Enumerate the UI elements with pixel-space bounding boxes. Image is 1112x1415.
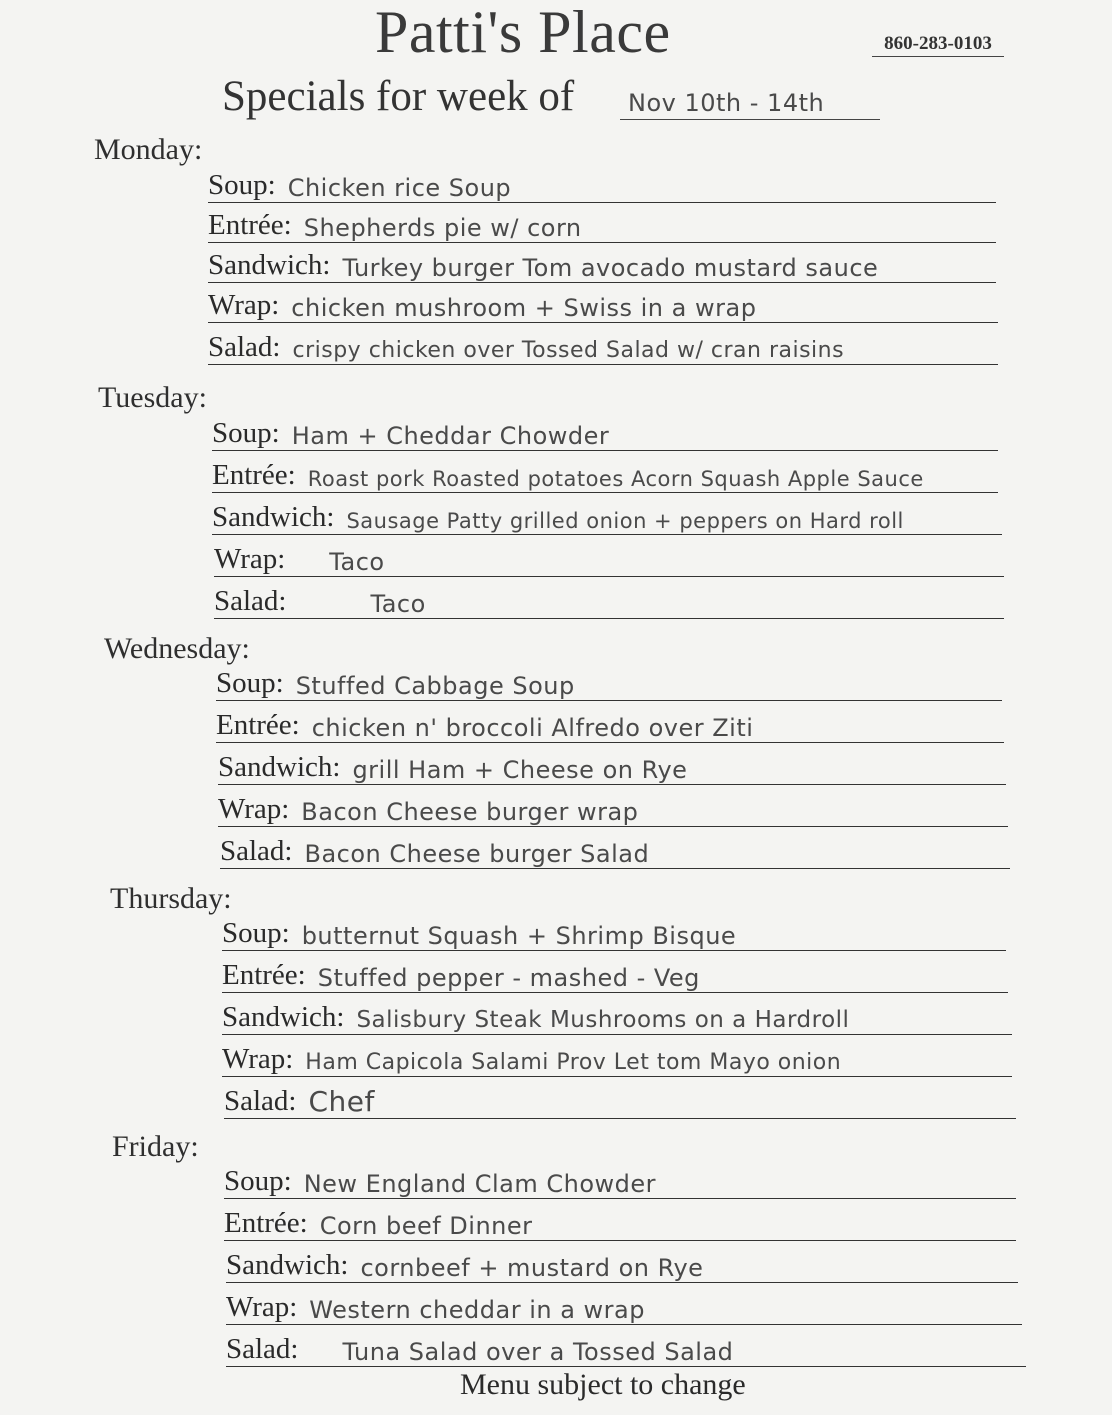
- row-value: Chicken rice Soup: [287, 174, 512, 202]
- row-value: Taco: [329, 548, 385, 576]
- row-value: Salisbury Steak Mushrooms on a Hardroll: [356, 1007, 850, 1033]
- day-label-monday: Monday:: [94, 133, 203, 166]
- wednesday-soup-row: [216, 662, 1002, 701]
- wednesday-wrap-row: [218, 788, 1008, 827]
- menu-footer: Menu subject to change: [460, 1368, 746, 1401]
- row-value: Chef: [308, 1085, 375, 1118]
- day-label-tuesday: Tuesday:: [98, 381, 207, 414]
- row-value: Ham + Cheddar Chowder: [291, 422, 610, 450]
- row-value: Tuna Salad over a Tossed Salad: [342, 1338, 734, 1366]
- friday-entree-row: [224, 1202, 1016, 1241]
- row-value: grill Ham + Cheese on Rye: [352, 756, 688, 784]
- row-label: Salad:: [224, 1085, 297, 1117]
- monday-entree-row: [208, 204, 996, 243]
- row-label: Salad:: [220, 835, 293, 867]
- row-label: Sandwich:: [222, 1001, 345, 1033]
- row-value: Turkey burger Tom avocado mustard sauce: [342, 254, 879, 282]
- row-value: Western cheddar in a wrap: [309, 1296, 645, 1324]
- row-label: Sandwich:: [212, 501, 335, 533]
- tuesday-salad-row: [214, 580, 1004, 619]
- row-label: Salad:: [214, 585, 287, 617]
- row-value: Taco: [370, 590, 426, 618]
- monday-wrap-row: [208, 284, 998, 323]
- row-value: Bacon Cheese burger wrap: [301, 798, 639, 826]
- friday-wrap-row: [226, 1286, 1022, 1325]
- monday-salad-row: [208, 326, 998, 365]
- row-label: Wrap:: [218, 793, 290, 825]
- tuesday-sandwich-row: [212, 496, 1002, 535]
- row-label: Soup:: [212, 417, 280, 449]
- wednesday-entree-row: [216, 704, 1004, 743]
- thursday-salad-row: [224, 1080, 1016, 1119]
- thursday-wrap-row: [222, 1038, 1012, 1077]
- row-value: Corn beef Dinner: [319, 1212, 533, 1240]
- wednesday-salad-row: [220, 830, 1010, 869]
- menu-title: Patti's Place: [375, 0, 671, 65]
- row-label: Sandwich:: [226, 1249, 349, 1281]
- row-label: Entrée:: [224, 1207, 308, 1239]
- row-value: Sausage Patty grilled onion + peppers on Hard roll: [346, 509, 904, 533]
- monday-soup-row: [208, 164, 996, 203]
- row-label: Soup:: [224, 1165, 292, 1197]
- row-label: Soup:: [216, 667, 284, 699]
- row-value: chicken n' broccoli Alfredo over Ziti: [311, 714, 754, 742]
- row-value: chicken mushroom + Swiss in a wrap: [291, 294, 757, 322]
- thursday-sandwich-row: [222, 996, 1012, 1035]
- tuesday-entree-row: [212, 454, 998, 493]
- row-label: Wrap:: [214, 543, 286, 575]
- row-value: butternut Squash + Shrimp Bisque: [301, 922, 737, 950]
- thursday-soup-row: [222, 912, 1006, 951]
- row-label: Soup:: [208, 169, 276, 201]
- row-label: Salad:: [208, 331, 281, 363]
- friday-salad-row: [226, 1328, 1026, 1367]
- row-value: crispy chicken over Tossed Salad w/ cran raisins: [292, 338, 845, 363]
- tuesday-soup-row: [212, 412, 998, 451]
- row-label: Entrée:: [222, 959, 306, 991]
- row-value: Bacon Cheese burger Salad: [304, 840, 650, 868]
- phone-number: 860-283-0103: [872, 33, 1004, 57]
- row-label: Wrap:: [222, 1043, 294, 1075]
- week-value: Nov 10th - 14th: [628, 89, 825, 117]
- thursday-entree-row: [222, 954, 1008, 993]
- week-field: [620, 72, 880, 120]
- row-label: Soup:: [222, 917, 290, 949]
- row-value: Shepherds pie w/ corn: [303, 214, 582, 242]
- row-label: Sandwich:: [208, 249, 331, 281]
- row-label: Entrée:: [208, 209, 292, 241]
- row-value: Roast pork Roasted potatoes Acorn Squash Apple Sauce: [307, 467, 924, 491]
- specials-subtitle: Specials for week of: [222, 73, 575, 120]
- day-label-wednesday: Wednesday:: [104, 632, 250, 665]
- row-label: Sandwich:: [218, 751, 341, 783]
- row-label: Entrée:: [216, 709, 300, 741]
- friday-soup-row: [224, 1160, 1016, 1199]
- wednesday-sandwich-row: [218, 746, 1006, 785]
- friday-sandwich-row: [226, 1244, 1018, 1283]
- row-label: Entrée:: [212, 459, 296, 491]
- row-value: New England Clam Chowder: [303, 1170, 657, 1198]
- row-value: Stuffed Cabbage Soup: [295, 672, 575, 700]
- row-value: Ham Capicola Salami Prov Let tom Mayo onion: [305, 1050, 842, 1075]
- row-label: Wrap:: [226, 1291, 298, 1323]
- row-label: Wrap:: [208, 289, 280, 321]
- monday-sandwich-row: [208, 244, 996, 283]
- row-value: cornbeef + mustard on Rye: [360, 1254, 704, 1282]
- day-label-friday: Friday:: [112, 1130, 199, 1163]
- row-label: Salad:: [226, 1333, 299, 1365]
- row-value: Stuffed pepper - mashed - Veg: [317, 964, 700, 992]
- tuesday-wrap-row: [214, 538, 1004, 577]
- day-label-thursday: Thursday:: [110, 882, 232, 915]
